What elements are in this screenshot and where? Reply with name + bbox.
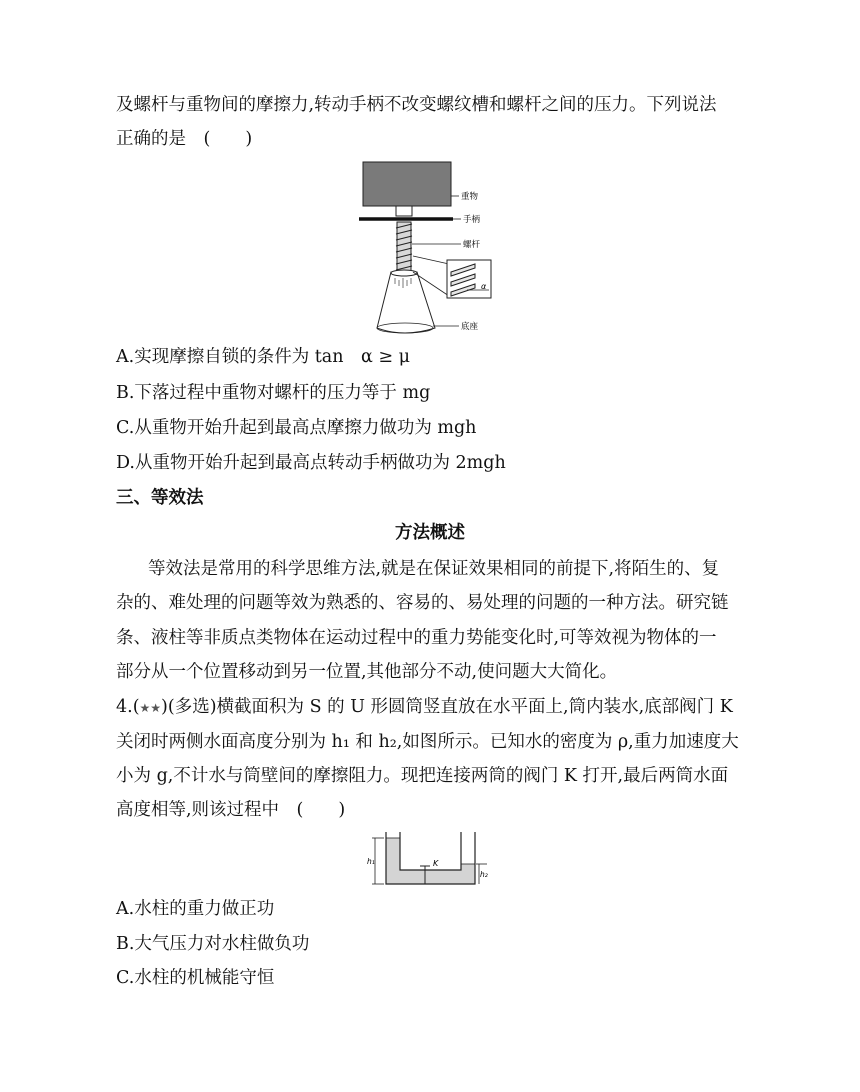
h1-label: h₁ — [367, 857, 375, 866]
q3-option-c: C.从重物开始升起到最高点摩擦力做功为 mgh — [116, 418, 477, 438]
q4-line-1-rest: )(多选)横截面积为 S 的 U 形圆筒竖直放在水平面上,筒内装水,底部阀门 K — [161, 697, 733, 717]
angle-label: α — [481, 282, 487, 291]
label-handle: 手柄 — [463, 215, 481, 225]
q4-text-line-2: 关闭时两侧水面高度分别为 h₁ 和 h₂,如图所示。已知水的密度为 ρ,重力加速度大 — [116, 732, 739, 752]
q4-text-line-4: 高度相等,则该过程中 ( ) — [116, 800, 346, 820]
weight-block — [363, 162, 451, 206]
section-heading: 三、等效法 — [116, 488, 204, 508]
valve-k-label: K — [433, 859, 439, 868]
q3-option-a: A.实现摩擦自锁的条件为 tan α ≥ μ — [116, 347, 410, 367]
q4-option-a: A.水柱的重力做正功 — [116, 899, 275, 919]
water-fill — [386, 838, 475, 884]
method-para-line-4: 部分从一个位置移动到另一位置,其他部分不动,使问题大大简化。 — [116, 662, 618, 682]
q4-option-c: C.水柱的机械能守恒 — [116, 968, 275, 988]
section-subheading: 方法概述 — [395, 523, 465, 543]
method-para-line-3: 条、液柱等非质点类物体在运动过程中的重力势能变化时,可等效视为物体的一 — [116, 628, 717, 648]
difficulty-stars-icon: ★★ — [139, 701, 162, 715]
label-base: 底座 — [461, 322, 479, 332]
label-weight: 重物 — [461, 192, 479, 202]
q4-option-b: B.大气压力对水柱做负功 — [116, 934, 310, 954]
h2-label: h₂ — [480, 870, 488, 879]
screw-jack-figure — [355, 160, 505, 340]
q3-text-line-2: 正确的是 ( ) — [116, 129, 253, 149]
q3-text-line-1: 及螺杆与重物间的摩擦力,转动手柄不改变螺纹槽和螺杆之间的压力。下列说法 — [116, 95, 717, 115]
method-para-line-2: 杂的、难处理的问题等效为熟悉的、容易的、易处理的问题的一种方法。研究链 — [116, 593, 729, 613]
q4-number: 4.( — [116, 697, 140, 717]
q4-text-line-3: 小为 g,不计水与筒壁间的摩擦阻力。现把连接两筒的阀门 K 打开,最后两筒水面 — [116, 766, 729, 786]
q4-text-line-1 — [116, 694, 733, 721]
q3-option-d: D.从重物开始升起到最高点转动手柄做功为 2mgh — [116, 453, 506, 473]
q3-option-b: B.下落过程中重物对螺杆的压力等于 mg — [116, 383, 431, 403]
label-screw: 螺杆 — [463, 240, 481, 250]
u-tube-figure — [365, 830, 495, 888]
method-para-line-1: 等效法是常用的科学思维方法,就是在保证效果相同的前提下,将陌生的、复 — [148, 559, 720, 579]
